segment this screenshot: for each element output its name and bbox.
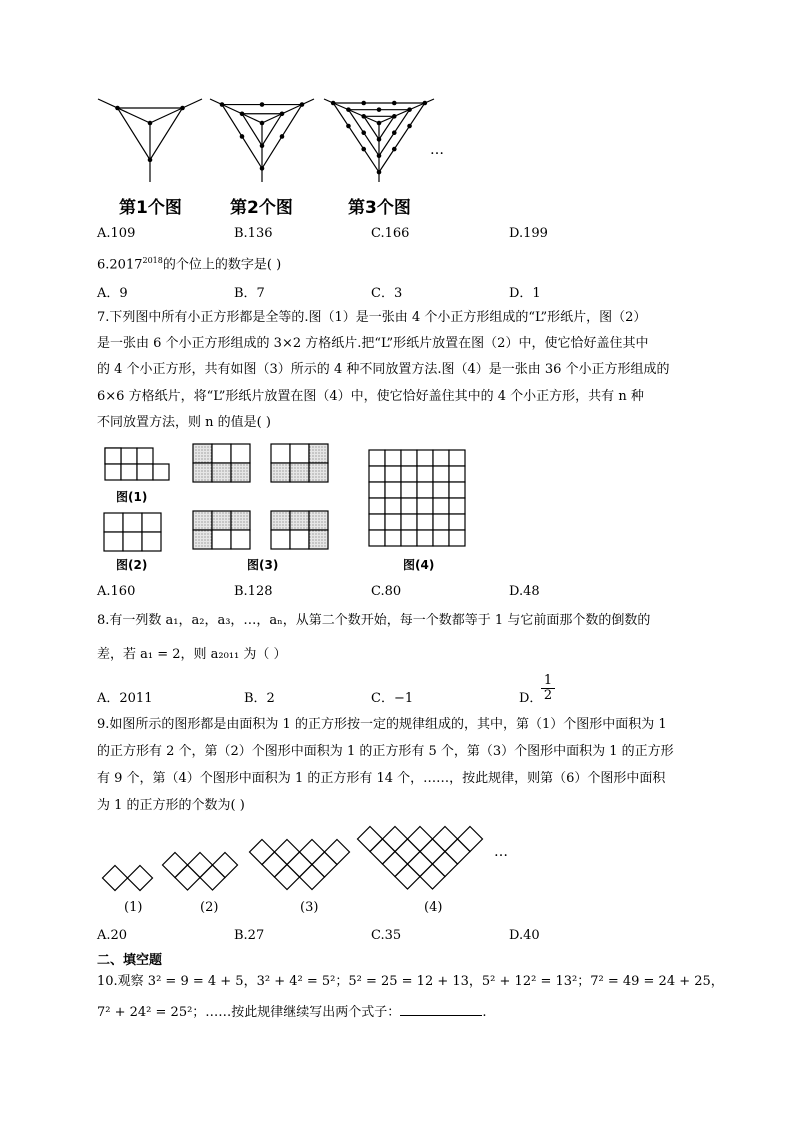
placement-3-cell: [212, 511, 231, 530]
net-dot: [361, 130, 366, 135]
grid-6x6-cell: [401, 530, 417, 546]
placement-1-cell: [212, 444, 231, 463]
grid-6x6-cell: [433, 514, 449, 530]
grid-6x6-cell: [385, 466, 401, 482]
q10-stem-line-2: [97, 1003, 486, 1022]
unit-square: [300, 840, 325, 865]
unit-square: [175, 865, 200, 890]
unit-square: [358, 827, 383, 852]
unit-square: [408, 852, 433, 877]
l-shape-cell: [105, 448, 121, 464]
net-dot: [240, 134, 245, 139]
unit-square: [383, 852, 408, 877]
q5-figure: [0, 0, 793, 220]
net-spoke: [262, 99, 314, 123]
grid-6x6-cell: [449, 530, 465, 546]
grid-6x6-cell: [401, 498, 417, 514]
net-dot: [260, 121, 265, 126]
grid-6x6-cell: [369, 450, 385, 466]
q6-stem-prefix: 6.2017: [97, 257, 143, 273]
unit-square: [370, 839, 395, 864]
unit-square: [312, 852, 337, 877]
q6-exponent: 2018: [142, 256, 163, 265]
q7-figure-label-1: 图(1): [116, 490, 148, 504]
q6-stem: [97, 252, 281, 274]
grid-6x6-cell: [369, 466, 385, 482]
q9-option-c[interactable]: C.35: [371, 928, 402, 943]
net-dot: [115, 106, 120, 111]
placement-4-cell: [271, 511, 290, 530]
placement-3-cell: [193, 511, 212, 530]
net-dot: [180, 106, 185, 111]
q7-stem-line-1: 7.下列图中所有小正方形都是全等的.图（1）是一张由 4 个小正方形组成的“L”形纸片，图（2）: [97, 310, 647, 325]
net-dot: [331, 101, 336, 106]
q9-figure-label-3: (3): [300, 900, 319, 915]
l-shape-cell: [121, 464, 137, 480]
placement-1-cell: [193, 463, 212, 482]
unit-square: [250, 840, 275, 865]
q5-figure-label-1: 第1个图: [119, 198, 182, 218]
unit-square: [300, 865, 325, 890]
grid-6x6-cell: [433, 450, 449, 466]
net-dot: [240, 111, 245, 116]
placement-2-cell: [271, 463, 290, 482]
l-shape-cell: [153, 464, 169, 480]
grid-6x6-cell: [433, 482, 449, 498]
q10-stem-line-2-text: 7² + 24² = 25²；……按此规律继续写出两个式子：: [97, 1005, 401, 1020]
placement-4-cell: [290, 511, 309, 530]
q7-option-d[interactable]: D.48: [509, 584, 540, 599]
placement-3-cell: [231, 511, 250, 530]
grid-3x2-cell: [123, 532, 142, 551]
l-shape-cell: [137, 448, 153, 464]
net-dot: [361, 114, 366, 119]
placement-3-cell: [231, 530, 250, 549]
grid-6x6-cell: [385, 450, 401, 466]
grid-6x6-cell: [401, 450, 417, 466]
net-dot: [148, 121, 153, 126]
q8-option-a[interactable]: A．2011: [97, 691, 153, 706]
q8-stem-line-2: 差，若 a₁ = 2，则 a₂₀₁₁ 为（ ）: [97, 647, 287, 662]
q8-fraction-denominator: 2: [543, 688, 553, 703]
placement-4-cell: [309, 511, 328, 530]
net-dot: [260, 166, 265, 171]
unit-square: [188, 853, 213, 878]
l-shape-cell: [121, 448, 137, 464]
net-dot: [377, 107, 382, 112]
grid-3x2-cell: [142, 513, 161, 532]
unit-square: [445, 839, 470, 864]
net-dot: [377, 153, 382, 158]
placement-3-cell: [212, 530, 231, 549]
grid-6x6-cell: [449, 450, 465, 466]
q8-fraction-numerator: 1: [541, 674, 555, 689]
placement-1-cell: [193, 444, 212, 463]
placement-1-cell: [212, 463, 231, 482]
unit-square: [395, 839, 420, 864]
q5-ellipsis: …: [430, 142, 444, 158]
q8-stem-line-1: 8.有一列数 a₁，a₂，a₃，…，aₙ，从第二个数开始，每一个数都等于 1 与它前面那个数的倒数的: [97, 613, 651, 628]
unit-square: [383, 827, 408, 852]
unit-square: [395, 864, 420, 889]
net-spoke: [210, 99, 262, 123]
q9-figure-label-1: (1): [124, 900, 143, 915]
net-dot: [392, 130, 397, 135]
l-shape-cell: [137, 464, 153, 480]
grid-6x6-cell: [417, 450, 433, 466]
unit-square: [408, 827, 433, 852]
net-dot: [361, 101, 366, 106]
grid-6x6-cell: [385, 498, 401, 514]
net-dot: [361, 147, 366, 152]
unit-square: [287, 852, 312, 877]
unit-square: [433, 852, 458, 877]
unit-square: [200, 865, 225, 890]
unit-square: [420, 839, 445, 864]
q9-option-a[interactable]: A.20: [97, 928, 128, 943]
grid-3x2-cell: [104, 532, 123, 551]
q6-stem-suffix: 的个位上的数字是( ): [162, 257, 282, 273]
grid-6x6-cell: [449, 498, 465, 514]
q9-figure-label-2: (2): [200, 900, 219, 915]
placement-2-cell: [309, 463, 328, 482]
placement-2-cell: [290, 444, 309, 463]
q7-option-a[interactable]: A.160: [97, 584, 136, 599]
q7-option-c[interactable]: C.80: [371, 584, 402, 599]
q7-stem-line-5: 不同放置方法，则 n 的值是( ): [97, 415, 271, 430]
q9-figure: [0, 820, 793, 920]
net-dot: [346, 124, 351, 129]
net-dot: [260, 143, 265, 148]
grid-6x6-cell: [385, 482, 401, 498]
q7-option-b[interactable]: B.128: [234, 584, 273, 599]
placement-2-cell: [309, 444, 328, 463]
q9-option-b[interactable]: B.27: [234, 928, 265, 943]
grid-6x6-cell: [401, 514, 417, 530]
unit-square: [275, 840, 300, 865]
grid-6x6-cell: [449, 466, 465, 482]
grid-6x6-cell: [417, 514, 433, 530]
q5-figure-label-3: 第3个图: [348, 198, 411, 218]
net-dot: [280, 134, 285, 139]
q8-option-c[interactable]: C．−1: [371, 691, 414, 706]
q6-option-d[interactable]: D．1: [509, 286, 541, 301]
placement-1-cell: [231, 444, 250, 463]
q8-option-b[interactable]: B．2: [244, 691, 275, 706]
grid-6x6-cell: [369, 530, 385, 546]
grid-6x6-cell: [433, 530, 449, 546]
unit-square: [103, 866, 128, 891]
q6-option-b[interactable]: B．7: [234, 286, 265, 301]
q9-figure-label-4: (4): [424, 900, 443, 915]
grid-6x6-cell: [449, 514, 465, 530]
q7-figure-label-2: 图(2): [116, 558, 148, 572]
grid-6x6-cell: [433, 466, 449, 482]
net-dot: [423, 101, 428, 106]
q9-stem-line-4: 为 1 的正方形的个数为( ): [97, 798, 245, 813]
q5-option-b[interactable]: B.136: [234, 226, 273, 241]
grid-6x6-cell: [401, 482, 417, 498]
q9-stem-line-3: 有 9 个，第（4）个图形中面积为 1 的正方形有 14 个，……，按此规律，则第（6）个图形中面积: [97, 771, 666, 786]
l-shape-cell: [105, 464, 121, 480]
grid-6x6-cell: [385, 530, 401, 546]
grid-6x6-cell: [417, 466, 433, 482]
unit-square: [128, 866, 153, 891]
grid-3x2-cell: [123, 513, 142, 532]
q5-figure-label-2: 第2个图: [230, 198, 293, 218]
grid-6x6-cell: [369, 514, 385, 530]
grid-6x6-cell: [401, 466, 417, 482]
grid-6x6-cell: [449, 482, 465, 498]
q9-ellipsis: …: [494, 844, 508, 860]
q7-stem-line-4: 6×6 方格纸片，将“L”形纸片放置在图（4）中，使它恰好盖住其中的 4 个小正方形，共有 n 种: [97, 389, 644, 404]
net-dot: [346, 107, 351, 112]
net-dot: [377, 137, 382, 142]
placement-4-cell: [271, 530, 290, 549]
grid-6x6-cell: [369, 482, 385, 498]
q9-option-d[interactable]: D.40: [509, 928, 540, 943]
grid-6x6-cell: [369, 498, 385, 514]
unit-square: [213, 853, 238, 878]
net-dot: [377, 170, 382, 175]
net-dot: [220, 102, 225, 107]
q6-option-a[interactable]: A．9: [97, 286, 128, 301]
q9-stem-line-2: 的正方形有 2 个，第（2）个图形中面积为 1 的正方形有 5 个，第（3）个图形中面积为 1 的正方形: [97, 744, 674, 759]
unit-square: [458, 827, 483, 852]
placement-2-cell: [290, 463, 309, 482]
net-dot: [148, 158, 153, 163]
grid-3x2-cell: [142, 532, 161, 551]
placement-2-cell: [271, 444, 290, 463]
grid-6x6-cell: [433, 498, 449, 514]
q8-option-d-fraction: [541, 674, 555, 703]
placement-3-cell: [193, 530, 212, 549]
q7-figure-label-4: 图(4): [403, 558, 435, 572]
grid-6x6-cell: [417, 498, 433, 514]
q6-option-c[interactable]: C．3: [371, 286, 403, 301]
q9-stem-line-1: 9.如图所示的图形都是由面积为 1 的正方形按一定的规律组成的，其中，第（1）个图形中面积为 1: [97, 717, 667, 732]
placement-4-cell: [309, 530, 328, 549]
grid-3x2-cell: [104, 513, 123, 532]
q10-stem-line-2-end: .: [482, 1005, 487, 1020]
grid-6x6-cell: [417, 482, 433, 498]
net-dot: [392, 114, 397, 119]
unit-square: [433, 827, 458, 852]
q5-option-c[interactable]: C.166: [371, 226, 410, 241]
unit-square: [262, 852, 287, 877]
net-dot: [300, 102, 305, 107]
net-dot: [392, 147, 397, 152]
net-dot: [377, 121, 382, 126]
net-dot: [260, 102, 265, 107]
grid-6x6-cell: [417, 530, 433, 546]
q7-figure-label-3: 图(3): [247, 558, 279, 572]
unit-square: [325, 840, 350, 865]
q10-stem-line-1: 10.观察 3² = 9 = 4 + 5，3² + 4² = 5²；5² = 25 = 12 + 13，5² + 12² = 13²；7² = 49 = 24 + 25，: [97, 974, 724, 989]
net-dot: [280, 111, 285, 116]
q10-answer-blank[interactable]: [400, 1003, 482, 1016]
placement-1-cell: [231, 463, 250, 482]
q7-stem-line-3: 的 4 个小正方形，共有如图（3）所示的 4 种不同放置方法.图（4）是一张由 36 个小正方形组成的: [97, 362, 670, 377]
q5-option-a[interactable]: A.109: [97, 226, 136, 241]
net-dot: [407, 124, 412, 129]
q5-option-d[interactable]: D.199: [509, 226, 548, 241]
placement-4-cell: [290, 530, 309, 549]
net-dot: [407, 107, 412, 112]
net-dot: [392, 101, 397, 106]
section-2-title: 二、填空题: [97, 953, 163, 968]
q7-stem-line-2: 是一张由 6 个小正方形组成的 3×2 方格纸片.把“L”形纸片放置在图（2）中，使它恰好盖住其中: [97, 336, 649, 351]
q8-option-d[interactable]: D．: [519, 691, 543, 706]
unit-square: [163, 853, 188, 878]
unit-square: [275, 865, 300, 890]
grid-6x6-cell: [385, 514, 401, 530]
unit-square: [420, 864, 445, 889]
